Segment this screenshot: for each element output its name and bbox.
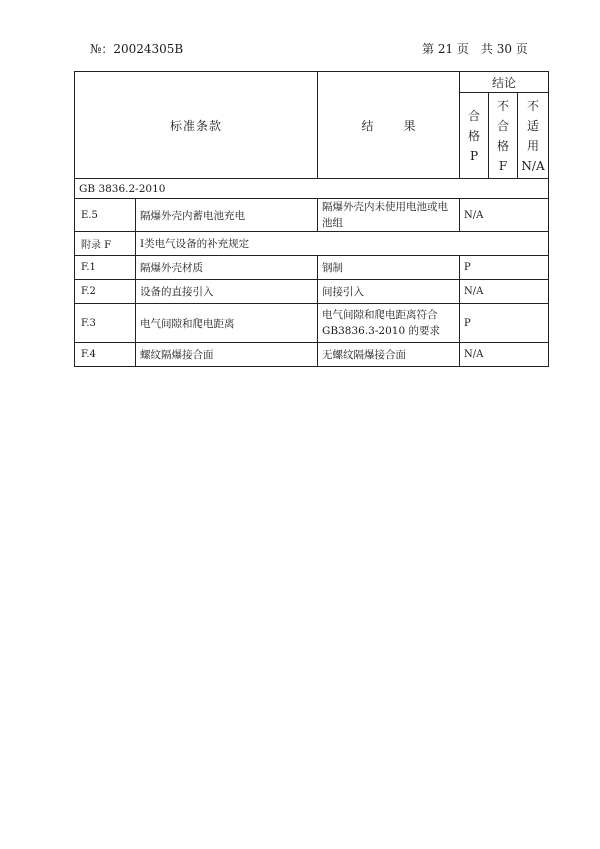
item-cell: 螺纹隔爆接合面 <box>136 343 318 367</box>
table-row <box>75 256 549 280</box>
header-result <box>318 72 460 179</box>
report-number: №：20024305B <box>90 42 184 56</box>
header-fail-char: F <box>498 158 508 173</box>
clause-cell: 附录 F <box>75 232 136 256</box>
verdict-cell: N/A <box>460 199 549 232</box>
test-report-table <box>74 71 549 367</box>
clause-cell: F.4 <box>75 343 136 367</box>
header-na-char: 用 <box>527 138 540 153</box>
item-cell: 隔爆外壳内蓄电池充电 <box>136 199 318 232</box>
result-cell: 钢制 <box>318 256 460 280</box>
header-result-char-1: 结 <box>361 118 374 133</box>
table-row <box>75 304 549 343</box>
result-cell: 电气间隙和爬电距离符合 GB3836.3-2010 的要求 <box>318 304 460 343</box>
item-cell: 电气间隙和爬电距离 <box>136 304 318 343</box>
header-na-char: 不 <box>527 98 540 113</box>
table-row <box>75 199 549 232</box>
header-pass-char: P <box>469 148 479 163</box>
header-fail <box>489 93 518 179</box>
header-na-char: N/A <box>521 158 545 173</box>
section-title: GB 3836.2-2010 <box>75 179 549 199</box>
clause-cell: F.1 <box>75 256 136 280</box>
table-row <box>75 280 549 304</box>
item-cell: 隔爆外壳材质 <box>136 256 318 280</box>
header-standard-clause: 标准条款 <box>75 72 318 179</box>
header-fail-char: 合 <box>497 118 510 133</box>
section-title-row <box>75 179 549 199</box>
header-not-applicable <box>518 93 549 179</box>
header-pass-char: 格 <box>468 128 481 143</box>
header-fail-char: 不 <box>497 98 510 113</box>
header-na-char: 适 <box>527 118 540 133</box>
item-cell: 设备的直接引入 <box>136 280 318 304</box>
verdict-cell: P <box>460 256 549 280</box>
result-cell: 间接引入 <box>318 280 460 304</box>
result-cell: 无螺纹隔爆接合面 <box>318 343 460 367</box>
table-row <box>75 343 549 367</box>
result-cell: 隔爆外壳内未使用电池或电池组 <box>318 199 460 232</box>
page-indicator: 第 21 页 共 30 页 <box>422 42 528 56</box>
verdict-cell: N/A <box>460 280 549 304</box>
table-header-row <box>75 72 549 93</box>
header-result-char-2: 果 <box>403 118 416 133</box>
table-row <box>75 232 549 256</box>
clause-cell: F.2 <box>75 280 136 304</box>
item-cell: Ⅰ类电气设备的补充规定 <box>136 232 549 256</box>
header-pass-char: 合 <box>468 108 481 123</box>
header-fail-char: 格 <box>497 138 510 153</box>
clause-cell: E.5 <box>75 199 136 232</box>
clause-cell: F.3 <box>75 304 136 343</box>
header-pass <box>460 93 489 179</box>
verdict-cell: N/A <box>460 343 549 367</box>
verdict-cell: P <box>460 304 549 343</box>
header-conclusion: 结论 <box>460 72 549 93</box>
